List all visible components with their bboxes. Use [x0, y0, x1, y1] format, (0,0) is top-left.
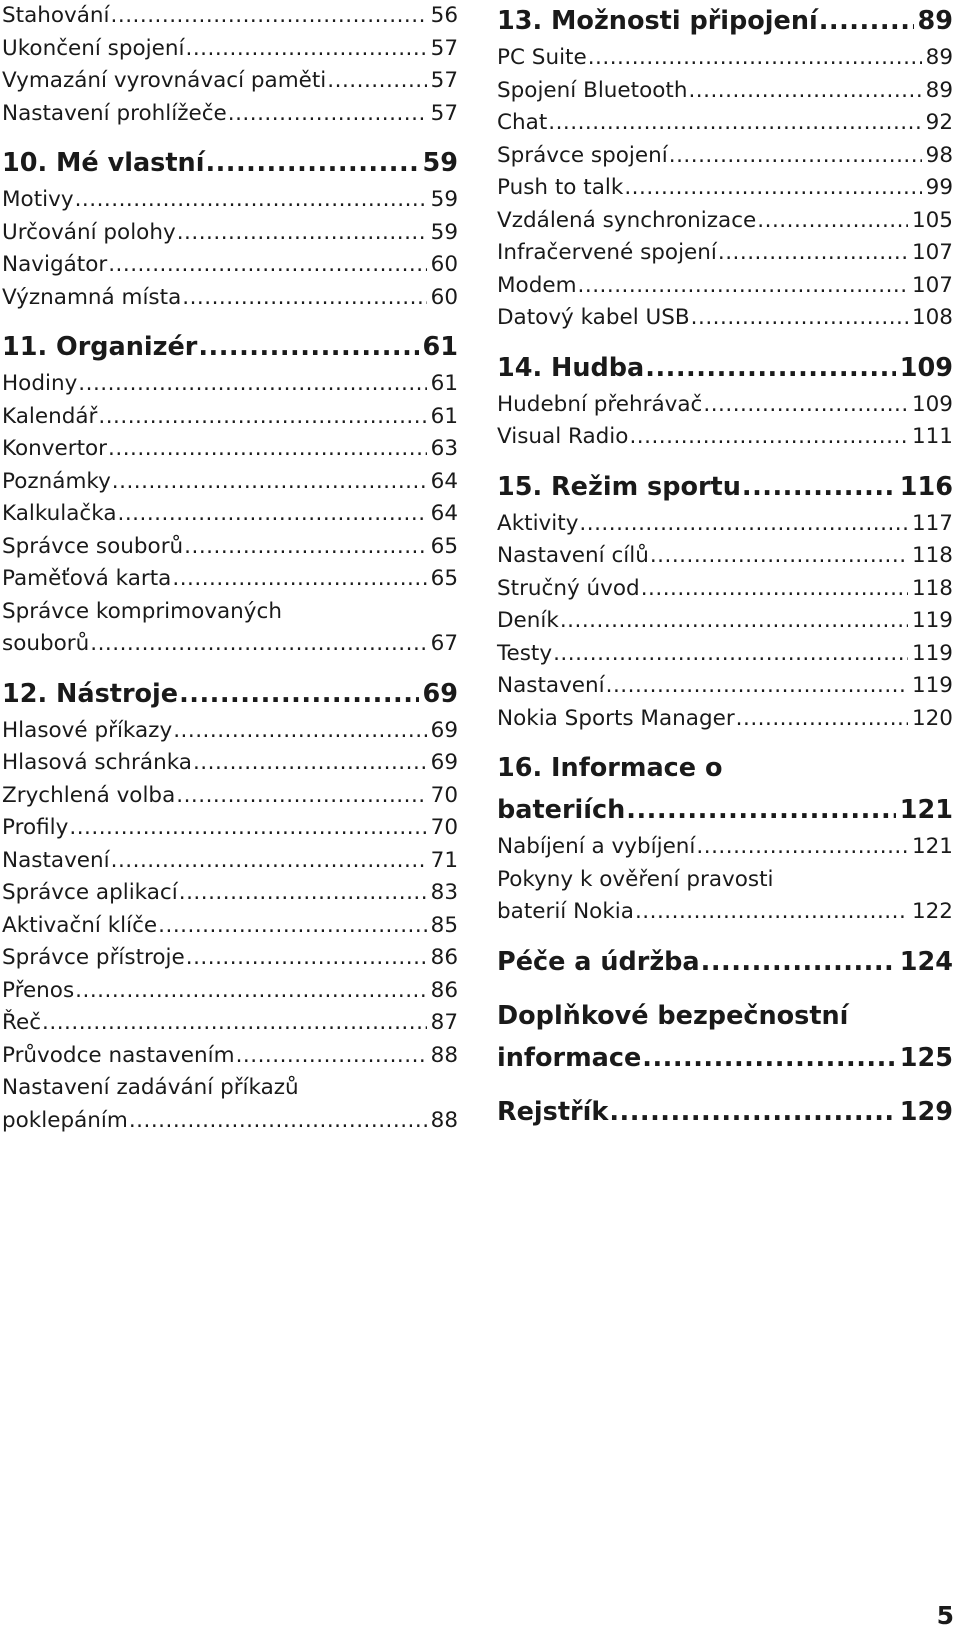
toc-entry-title: Chat — [497, 110, 548, 135]
toc-row — [2, 1040, 458, 1073]
toc-row — [497, 172, 953, 205]
toc-page-number: 119 — [911, 673, 953, 698]
leader-dots — [650, 540, 908, 573]
toc-row — [2, 0, 458, 33]
leader-dots — [69, 812, 426, 845]
toc-page-number: 64 — [430, 501, 458, 526]
leader-dots — [578, 270, 908, 303]
toc-section-heading — [497, 941, 953, 983]
toc-page-number: 63 — [430, 436, 458, 461]
toc-page-number: 64 — [430, 468, 458, 494]
toc-entry — [2, 217, 458, 250]
toc-entry-title: Vzdálená synchronizace — [497, 207, 757, 233]
leader-dots — [173, 715, 426, 748]
leader-dots — [42, 1007, 427, 1040]
toc-page-number: 108 — [911, 305, 953, 330]
toc-entry — [2, 466, 458, 499]
toc-entry — [497, 237, 953, 270]
toc-row — [497, 389, 953, 422]
toc-column-right — [497, 0, 953, 1133]
toc-page-number: 87 — [430, 1010, 458, 1035]
toc-page-number: 71 — [430, 847, 458, 873]
leader-dots — [742, 466, 896, 508]
toc-entry-title: Péče a údržba — [497, 946, 700, 977]
leader-dots — [112, 466, 427, 499]
leader-dots — [75, 184, 427, 217]
toc-row — [497, 670, 953, 703]
toc-entry-title: Stručný úvod — [497, 575, 640, 601]
toc-row — [497, 638, 953, 671]
toc-page-number: 61 — [422, 332, 458, 362]
toc-entry — [2, 975, 458, 1008]
toc-row — [497, 941, 953, 983]
leader-dots — [111, 845, 427, 878]
toc-page-number: 86 — [430, 945, 458, 970]
leader-dots — [179, 877, 427, 910]
toc-page-number: 60 — [430, 252, 458, 277]
toc-page-number: 119 — [911, 640, 953, 666]
toc-entry-title: Aktivity — [497, 510, 579, 536]
toc-row — [2, 282, 458, 315]
toc-page-number: 67 — [430, 631, 458, 656]
leader-dots — [688, 75, 921, 108]
toc-page-number: 60 — [430, 284, 458, 310]
toc-entry — [497, 508, 953, 541]
toc-row — [2, 433, 458, 466]
toc-entry — [497, 302, 953, 335]
toc-entry-title-line: Pokyny k ověření pravosti — [497, 866, 774, 892]
leader-dots — [186, 942, 427, 975]
toc-row — [497, 573, 953, 606]
toc-entry-title: Správce souborů — [2, 533, 184, 559]
toc-row — [2, 142, 458, 184]
toc-entry-title: 12. Nástroje — [2, 678, 179, 709]
toc-entry-title: Rejstřík — [497, 1096, 609, 1127]
toc-entry-title: Poznámky — [2, 468, 111, 494]
toc-entry-title: Spojení Bluetooth — [497, 77, 688, 103]
toc-row — [497, 302, 953, 335]
toc-row — [2, 368, 458, 401]
toc-entry-title: 11. Organizér — [2, 332, 198, 362]
toc-entry — [497, 540, 953, 573]
leader-dots — [111, 0, 427, 33]
toc-row — [2, 780, 458, 813]
toc-row — [497, 75, 953, 108]
toc-entry-title: Testy — [497, 640, 553, 666]
toc-page-number: 117 — [911, 510, 953, 536]
toc-page-number: 57 — [430, 35, 458, 61]
leader-dots — [606, 670, 908, 703]
toc-row — [2, 1105, 458, 1138]
toc-row — [2, 563, 458, 596]
toc-entry-title-line: Doplňkové bezpečnostní — [497, 1000, 849, 1031]
toc-entry-title: Konvertor — [2, 436, 108, 461]
toc-row — [497, 789, 953, 831]
toc-entry — [2, 498, 458, 531]
toc-entry — [2, 98, 458, 131]
toc-row — [2, 877, 458, 910]
toc-page-number: 92 — [925, 110, 953, 135]
toc-row — [497, 508, 953, 541]
toc-page-number: 105 — [911, 207, 953, 233]
toc-entry — [497, 172, 953, 205]
toc-entry-title: Nastavení — [2, 847, 110, 873]
leader-dots — [98, 401, 426, 434]
toc-entry-title: Správce spojení — [497, 142, 668, 168]
toc-page-number: 121 — [899, 795, 953, 825]
toc-entry-title: PC Suite — [497, 45, 587, 70]
toc-row — [2, 326, 458, 368]
toc-page-number: 70 — [430, 782, 458, 808]
toc-page-number: 89 — [925, 77, 953, 103]
leader-dots — [635, 896, 908, 929]
toc-row — [497, 270, 953, 303]
toc-section-heading — [2, 142, 458, 184]
leader-dots — [184, 531, 426, 564]
leader-dots — [172, 563, 426, 596]
toc-page-number: 107 — [911, 272, 953, 298]
toc-entry — [497, 670, 953, 703]
toc-row — [2, 184, 458, 217]
toc-entry-title-line: 16. Informace o — [497, 753, 723, 783]
leader-dots — [228, 98, 427, 131]
toc-entry — [2, 0, 458, 33]
toc-entry — [497, 638, 953, 671]
toc-section-heading — [2, 673, 458, 715]
toc-row — [2, 942, 458, 975]
toc-entry — [2, 33, 458, 66]
leader-dots — [579, 508, 908, 541]
toc-entry — [2, 596, 458, 661]
page-number: 5 — [936, 1601, 954, 1630]
leader-dots — [548, 107, 921, 140]
toc-entry — [2, 531, 458, 564]
toc-entry — [497, 864, 953, 929]
toc-row — [497, 703, 953, 736]
toc-entry — [2, 1040, 458, 1073]
toc-entry-title: souborů — [2, 631, 90, 656]
toc-entry-title: Určování polohy — [2, 219, 176, 245]
toc-entry — [497, 831, 953, 864]
toc-entry — [2, 877, 458, 910]
toc-entry — [2, 249, 458, 282]
toc-entry — [2, 715, 458, 748]
leader-dots — [626, 789, 895, 831]
leader-dots — [78, 368, 426, 401]
leader-dots — [327, 65, 426, 98]
toc-row — [2, 910, 458, 943]
toc-column-left — [2, 0, 458, 1137]
toc-page-number: 69 — [430, 717, 458, 743]
toc-entry-title: Vymazání vyrovnávací paměti — [2, 68, 327, 93]
toc-row — [497, 831, 953, 864]
toc-entry — [2, 401, 458, 434]
leader-dots — [158, 910, 426, 943]
leader-dots — [193, 747, 427, 780]
leader-dots — [108, 433, 427, 466]
leader-dots — [642, 1037, 895, 1079]
toc-row — [2, 747, 458, 780]
toc-entry-title: Hlasová schránka — [2, 750, 192, 775]
toc-row — [2, 33, 458, 66]
toc-entry — [2, 433, 458, 466]
leader-dots — [641, 573, 908, 606]
toc-page-number: 57 — [430, 68, 458, 93]
toc-entry-title: Deník — [497, 608, 559, 633]
leader-dots — [703, 389, 908, 422]
toc-entry-title-line: Nastavení zadávání příkazů — [2, 1075, 299, 1100]
toc-page-number: 111 — [911, 424, 953, 449]
toc-page-number: 61 — [430, 371, 458, 396]
toc-entry-title: Navigátor — [2, 252, 108, 277]
toc-row — [2, 217, 458, 250]
toc-section-heading — [497, 1091, 953, 1133]
leader-dots — [819, 0, 914, 42]
toc-row — [2, 812, 458, 845]
leader-dots — [736, 703, 908, 736]
toc-page-number: 129 — [899, 1096, 953, 1127]
toc-page-number: 65 — [430, 566, 458, 591]
toc-row — [2, 466, 458, 499]
toc-row — [497, 1091, 953, 1133]
leader-dots — [645, 347, 896, 389]
leader-dots — [560, 605, 908, 638]
toc-entry-title: Push to talk — [497, 175, 624, 200]
leader-dots — [718, 237, 908, 270]
toc-page-number: 56 — [430, 3, 458, 28]
leader-dots — [108, 249, 426, 282]
toc-page-number: 69 — [430, 750, 458, 775]
leader-dots — [118, 498, 427, 531]
toc-page-number: 116 — [899, 471, 953, 502]
toc-page-number: 88 — [430, 1107, 458, 1133]
leader-dots — [691, 302, 908, 335]
toc-entry-title: Stahování — [2, 3, 110, 28]
toc-page-number: 65 — [430, 533, 458, 559]
toc-entry-title: informace — [497, 1042, 642, 1073]
toc-entry-title: Přenos — [2, 977, 75, 1003]
toc-entry — [2, 368, 458, 401]
leader-dots — [609, 1091, 895, 1133]
toc-entry-title: Nastavení prohlížeče — [2, 100, 227, 126]
toc-page-number: 89 — [925, 45, 953, 70]
toc-page-number: 86 — [430, 977, 458, 1003]
toc-entry — [2, 1007, 458, 1040]
toc-entry-title: Kalendář — [2, 403, 98, 429]
leader-dots — [701, 941, 896, 983]
toc-entry-title: Paměťová karta — [2, 566, 172, 591]
leader-dots — [179, 673, 418, 715]
leader-dots — [588, 42, 922, 75]
toc-page-number: 59 — [422, 148, 458, 178]
toc-row — [2, 65, 458, 98]
toc-entry-title: Nastavení cílů — [497, 543, 649, 568]
toc-entry — [2, 942, 458, 975]
toc-entry-title: Ukončení spojení — [2, 35, 185, 61]
leader-dots — [624, 172, 921, 205]
toc-entry — [2, 65, 458, 98]
toc-entry — [2, 780, 458, 813]
toc-entry-title: 14. Hudba — [497, 352, 645, 383]
toc-entry-title: Datový kabel USB — [497, 305, 690, 330]
toc-entry — [2, 184, 458, 217]
toc-row — [2, 249, 458, 282]
toc-entry — [2, 747, 458, 780]
toc-entry — [497, 205, 953, 238]
leader-dots — [696, 831, 908, 864]
toc-entry — [497, 573, 953, 606]
toc-page-number: 98 — [925, 142, 953, 168]
toc-page-number: 122 — [911, 899, 953, 924]
toc-entry-title: 15. Režim sportu — [497, 471, 741, 502]
toc-entry-title: Správce aplikací — [2, 880, 178, 905]
toc-entry — [2, 910, 458, 943]
toc-row — [497, 205, 953, 238]
toc-section-heading — [2, 326, 458, 368]
toc-row — [497, 347, 953, 389]
toc-row — [2, 715, 458, 748]
toc-row — [2, 98, 458, 131]
toc-row — [2, 975, 458, 1008]
toc-page-number: 69 — [422, 678, 458, 709]
toc-entry-title: bateriích — [497, 795, 626, 825]
toc-entry — [2, 1072, 458, 1137]
toc-row — [497, 421, 953, 454]
toc-row — [497, 237, 953, 270]
toc-entry-title: Zrychlená volba — [2, 782, 176, 808]
toc-entry — [2, 845, 458, 878]
leader-dots — [90, 628, 426, 661]
toc-entry-title: poklepáním — [2, 1107, 128, 1133]
leader-dots — [198, 326, 418, 368]
toc-entry-title: Motivy — [2, 187, 74, 212]
toc-entry-title: Aktivační klíče — [2, 912, 158, 938]
toc-entry — [2, 812, 458, 845]
leader-dots — [553, 638, 908, 671]
toc-entry-title: baterií Nokia — [497, 899, 634, 924]
toc-entry-title: Řeč — [2, 1010, 42, 1035]
toc-entry — [497, 421, 953, 454]
toc-page-number: 83 — [430, 880, 458, 905]
toc-page-number: 120 — [911, 705, 953, 731]
toc-row — [497, 896, 953, 929]
leader-dots — [205, 142, 418, 184]
toc-entry-title: Průvodce nastavením — [2, 1042, 235, 1068]
toc-page-number: 124 — [899, 946, 953, 977]
leader-dots — [182, 282, 426, 315]
toc-entry-title: Významná místa — [2, 284, 182, 310]
toc-entry — [497, 270, 953, 303]
toc-row — [2, 498, 458, 531]
leader-dots — [669, 140, 922, 173]
toc-row — [497, 1037, 953, 1079]
toc-entry-title: Nokia Sports Manager — [497, 705, 735, 731]
toc-row — [2, 845, 458, 878]
toc-entry-title: Visual Radio — [497, 424, 629, 449]
toc-entry — [497, 605, 953, 638]
toc-entry-title: 13. Možnosti připojení — [497, 6, 818, 36]
toc-row — [497, 0, 953, 42]
leader-dots — [129, 1105, 427, 1138]
toc-entry-title: Infračervené spojení — [497, 240, 717, 265]
toc-entry — [497, 107, 953, 140]
leader-dots — [236, 1040, 427, 1073]
toc-entry-title: Nastavení — [497, 673, 605, 698]
toc-entry — [497, 140, 953, 173]
toc-section-heading — [497, 0, 953, 42]
leader-dots — [629, 421, 908, 454]
toc-page-number: 85 — [430, 912, 458, 938]
leader-dots — [75, 975, 426, 1008]
toc-entry-title: Nabíjení a vybíjení — [497, 834, 696, 859]
toc-entry — [497, 703, 953, 736]
toc-page-number: 121 — [911, 834, 953, 859]
toc-entry-title: Kalkulačka — [2, 501, 117, 526]
toc-row — [2, 1007, 458, 1040]
toc-page-number: 61 — [430, 403, 458, 429]
toc-page-number: 119 — [911, 608, 953, 633]
toc-row — [497, 605, 953, 638]
toc-page-number: 59 — [430, 219, 458, 245]
toc-entry — [2, 282, 458, 315]
toc-section-heading — [497, 347, 953, 389]
toc-row — [2, 531, 458, 564]
toc-row — [497, 540, 953, 573]
toc-row — [2, 401, 458, 434]
toc-row — [2, 673, 458, 715]
toc-entry-title: Modem — [497, 272, 577, 298]
toc-entry-title: Profily — [2, 815, 69, 840]
toc-page-number: 59 — [430, 187, 458, 212]
leader-dots — [176, 780, 426, 813]
toc-row — [497, 466, 953, 508]
leader-dots — [177, 217, 427, 250]
toc-entry-title-line: Správce komprimovaných — [2, 598, 282, 624]
toc-page-number: 88 — [430, 1042, 458, 1068]
toc-page-number: 125 — [899, 1042, 953, 1073]
toc-section-heading — [497, 466, 953, 508]
toc-row — [497, 42, 953, 75]
toc-page-number: 107 — [911, 240, 953, 265]
toc-page-number: 109 — [911, 391, 953, 417]
toc-page-number: 70 — [430, 815, 458, 840]
toc-page-number: 99 — [925, 175, 953, 200]
toc-entry — [497, 389, 953, 422]
toc-entry-title: Správce přístroje — [2, 945, 185, 970]
leader-dots — [757, 205, 908, 238]
toc-page-number: 57 — [430, 100, 458, 126]
toc-section-heading — [497, 747, 953, 831]
leader-dots — [186, 33, 427, 66]
toc-entry-title: Hudební přehrávač — [497, 391, 703, 417]
toc-page-number: 118 — [911, 543, 953, 568]
toc-row — [497, 107, 953, 140]
toc-entry-title: Hodiny — [2, 371, 78, 396]
toc-entry-title: Hlasové příkazy — [2, 717, 173, 743]
toc-row — [2, 628, 458, 661]
toc-entry — [497, 75, 953, 108]
toc-row — [497, 140, 953, 173]
toc-entry-title: 10. Mé vlastní — [2, 148, 205, 178]
toc-page-number: 118 — [911, 575, 953, 601]
toc-entry — [497, 42, 953, 75]
toc-page-number: 89 — [917, 6, 953, 36]
toc-page-number: 109 — [899, 352, 953, 383]
toc-entry — [2, 563, 458, 596]
toc-section-heading — [497, 995, 953, 1079]
